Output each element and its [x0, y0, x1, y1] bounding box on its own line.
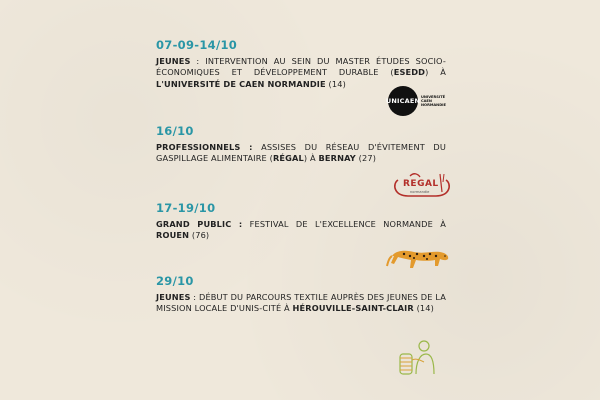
event-date: 17-19/10: [156, 201, 216, 215]
event-text: FESTIVAL DE L'EXCELLENCE NORMANDE À: [242, 219, 447, 229]
event-highlight: ESEDD: [393, 67, 426, 78]
event-text: : INTERVENTION AU SEIN DU MASTER ÉTUDES SOCIO-ÉCONOMIQUES ET DÉVELOPPEMENT DURABLE (: [156, 56, 446, 78]
event-date: 07-09-14/10: [156, 38, 238, 52]
event-text: (14): [325, 78, 346, 89]
event-text: ) À: [425, 67, 446, 78]
leopard-icon: [386, 242, 452, 274]
event-audience: PROFESSIONNELS :: [156, 142, 253, 152]
event-highlight: ROUEN: [156, 230, 190, 241]
event-text: (27): [355, 153, 377, 164]
event-3: [156, 201, 446, 242]
event-text: (14): [413, 303, 434, 314]
event-description: [156, 292, 446, 315]
unicaen-logo: [385, 86, 456, 116]
unicaen-wordmark: [421, 95, 446, 108]
event-highlight: L'UNIVERSITÉ DE CAEN NORMANDIE: [156, 78, 326, 89]
event-4: [156, 274, 446, 315]
event-audience: JEUNES: [156, 292, 191, 302]
regal-logo: [388, 170, 456, 200]
event-highlight: HÉROUVILLE-SAINT-CLAIR: [292, 303, 414, 314]
event-text: : DÉBUT DU PARCOURS TEXTILE AUPRÈS DES JEUNES DE LA MISSION LOCALE D'UNIS-CITÉ À: [156, 292, 446, 314]
unicaen-line: NORMANDIE: [421, 103, 446, 108]
event-1: [156, 38, 446, 90]
event-text: (76): [189, 230, 210, 241]
leopard-illustration: [386, 242, 452, 274]
unicaen-line: UNIVERSITÉ: [421, 94, 446, 99]
regal-wordmark: REGAL: [403, 179, 439, 189]
event-description: [156, 219, 446, 242]
event-audience: JEUNES: [156, 56, 191, 66]
event-date: 29/10: [156, 274, 194, 288]
event-2: [156, 124, 446, 165]
event-date: 16/10: [156, 124, 194, 138]
event-text: ) À: [303, 153, 319, 164]
event-text: ASSISES DU RÉSEAU D'ÉVITEMENT DU GASPILLAGE ALIMENTAIRE (: [156, 142, 446, 164]
unicaen-line: CAEN: [421, 98, 432, 103]
event-audience: GRAND PUBLIC :: [156, 219, 243, 229]
textile-illustration: [396, 336, 438, 378]
event-highlight: RÉGAL: [272, 153, 304, 164]
sewing-icon: [396, 336, 438, 378]
regal-subtitle: normandie: [410, 190, 430, 194]
event-highlight: BERNAY: [318, 153, 356, 164]
unicaen-mark: UNICAEN: [388, 86, 418, 116]
event-description: [156, 142, 446, 165]
